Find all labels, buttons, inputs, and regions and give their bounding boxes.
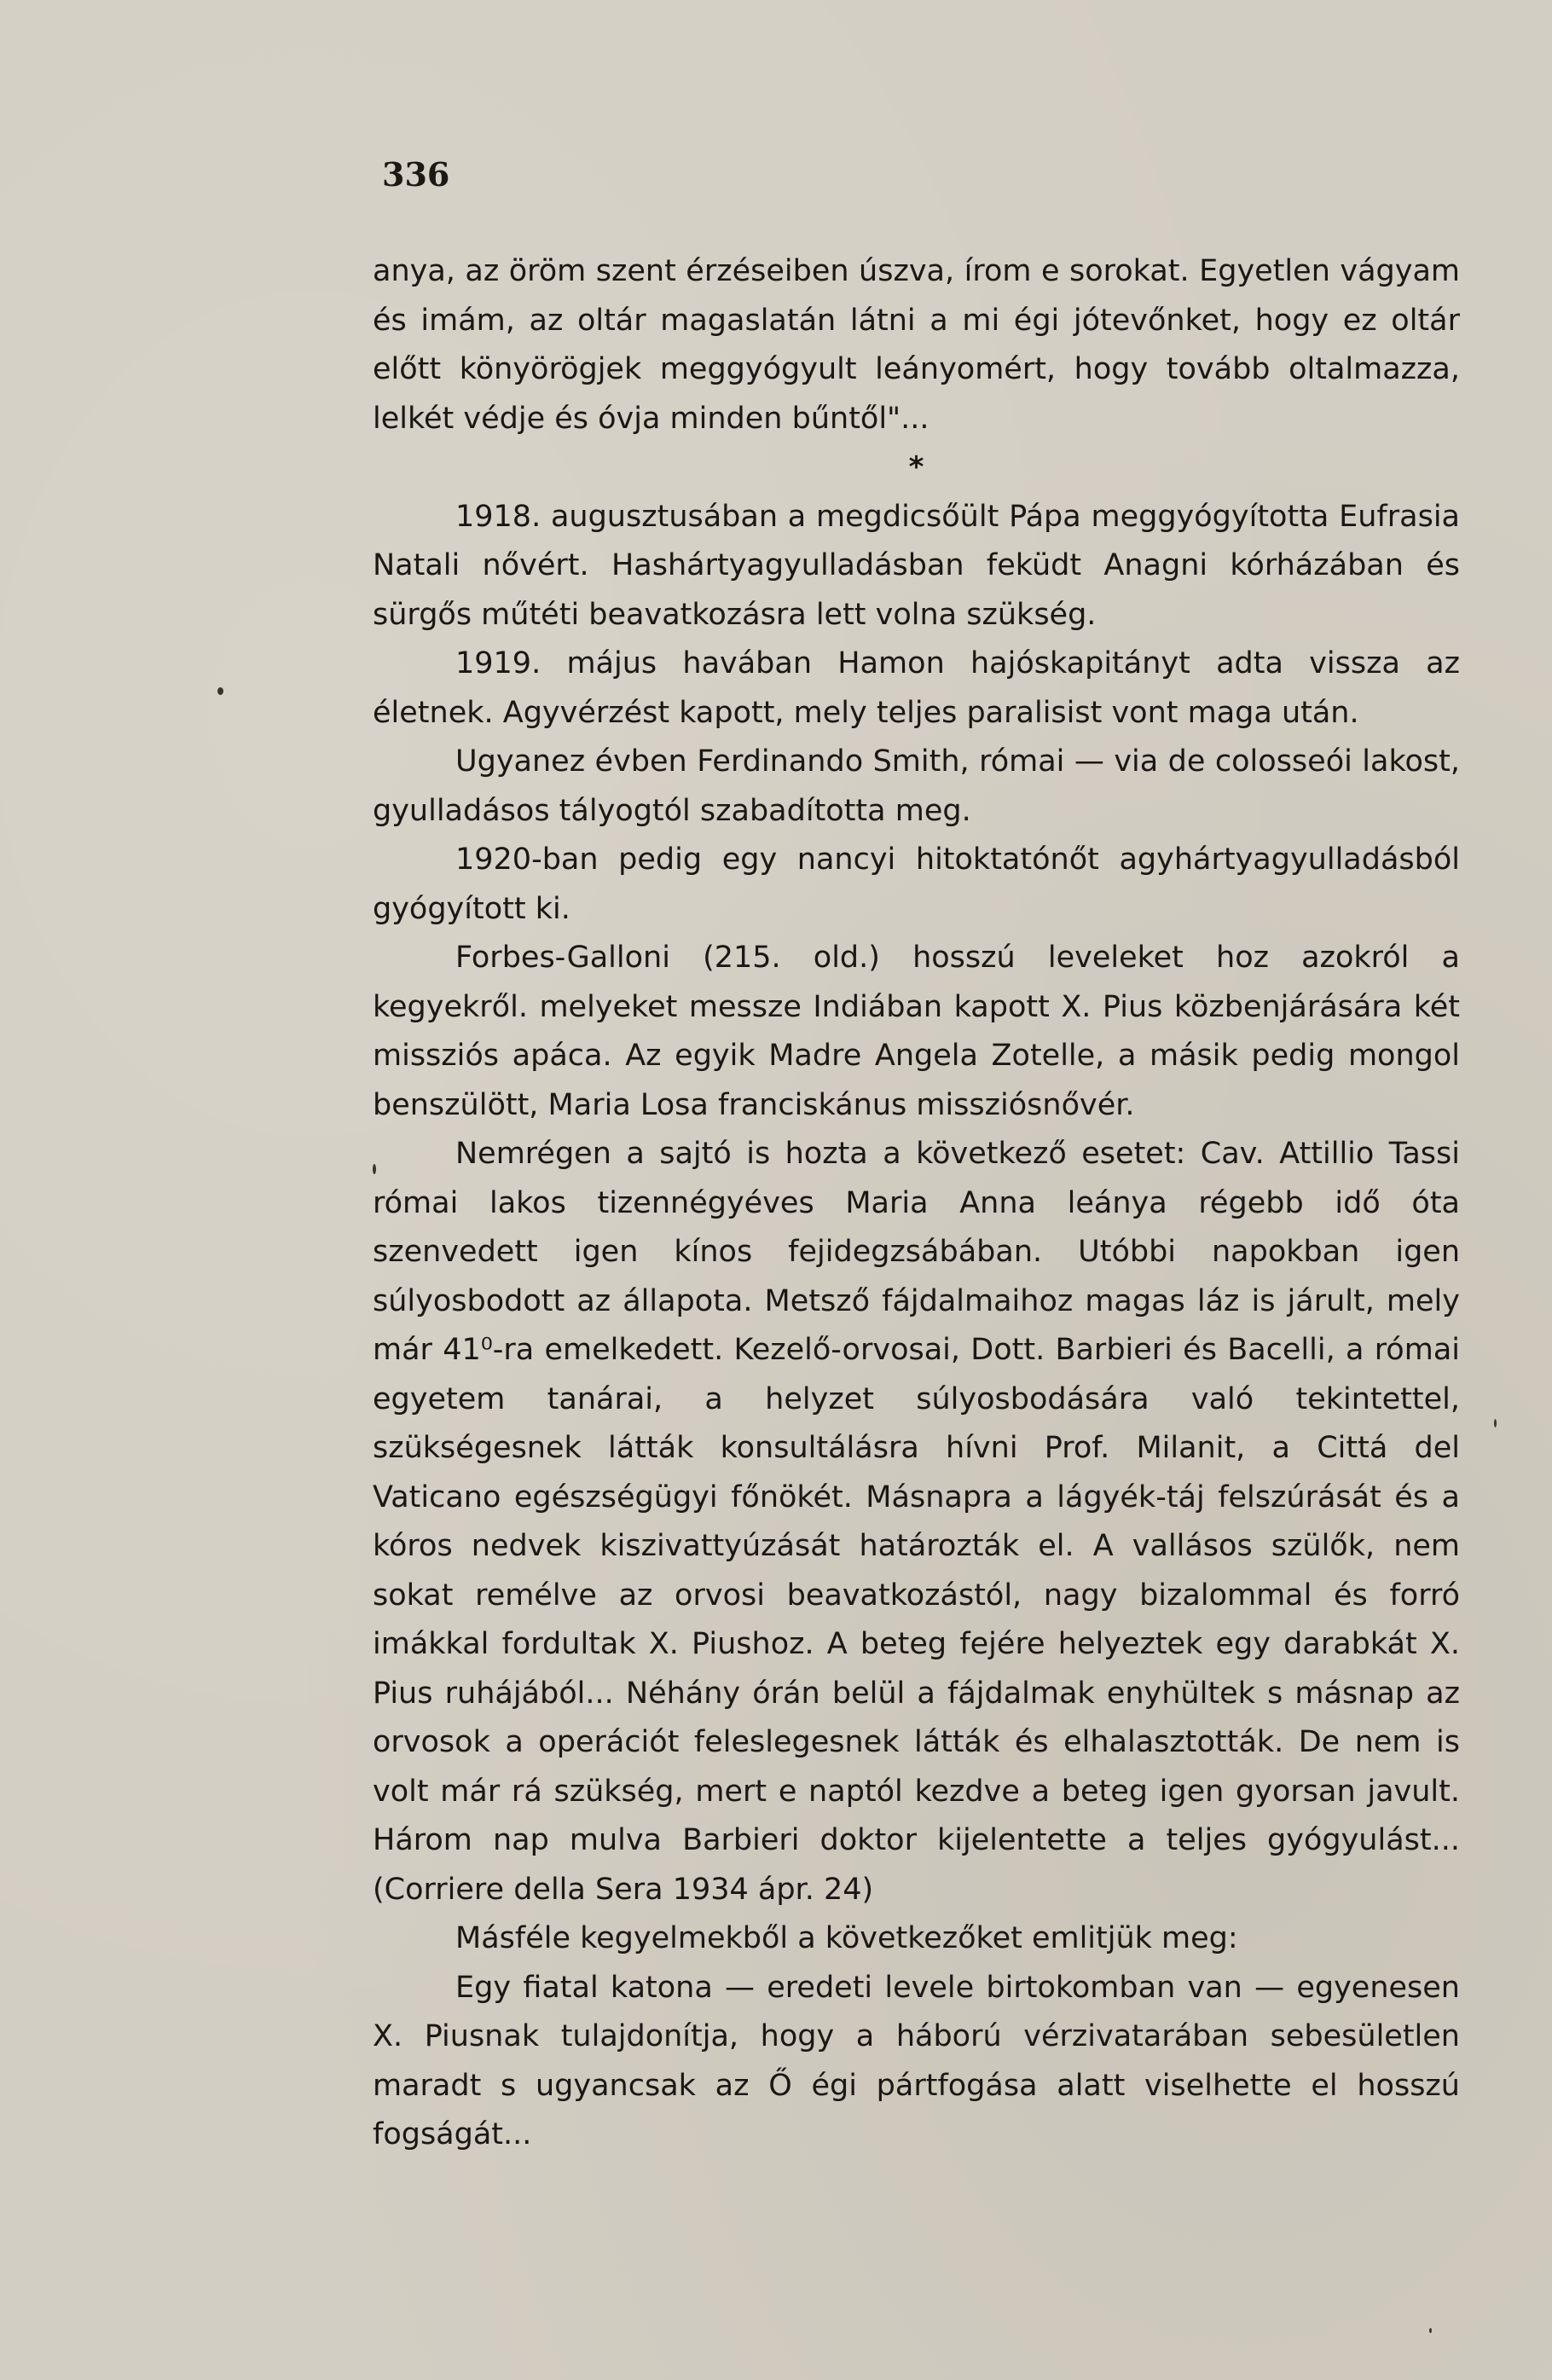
paragraph-3: 1919. május havában Hamon hajóskapitányt adta vissza az életnek. Agyvérzést kapott, mely teljes paralisist vont maga után.	[373, 646, 1460, 730]
paragraph-2: 1918. augusztusában a megdicsőült Pápa meggyógyította Eufrasia Natali nővért. Hashártyagyulladásban feküdt Anagni kórházában és sürgős műtéti beavatkozásra lett volna szükség.	[373, 499, 1460, 632]
print-speck	[1494, 1419, 1497, 1427]
paragraph-7: Nemrégen a sajtó is hozta a következő esetet: Cav. Attillio Tassi római lakos tizennégyéves Maria Anna leánya régebb idő óta szenvedett igen kínos fejidegzsábában. Utóbbi napokban igen súlyosbodott az állapota. Metsző fájdalmaihoz magas láz is járult, mely már 41⁰-ra emelkedett. Kezelő-orvosai, Dott. Barbieri és Bacelli, a római egyetem tanárai, a helyzet súlyosbodására való tekintettel, szükségesnek látták konsultálásra hívni Prof. Milanit, a Cittá del Vaticano egészségügyi főnökét. Másnapra a lágyék-táj felszúrását és a kóros nedvek kiszivattyúzását határozták el. A vallásos szülők, nem sokat remélve az orvosi beavatkozástól, nagy bizalommal és forró imákkal fordultak X. Piushoz. A beteg fejére helyeztek egy darabkát X. Pius ruhájából... Néhány órán belül a fájdalmak enyhültek s másnap az orvosok a operációt feleslegesnek látták és elhalasztották. De nem is volt már rá szükség, mert e naptól kezdve a beteg igen gyorsan javult. Három nap mulva Barbieri doktor kijelentette a teljes gyógyulást... (Corriere della Sera 1934 ápr. 24)	[373, 1137, 1460, 1907]
page-number: 336	[382, 155, 450, 194]
paragraph-6: Forbes-Galloni (215. old.) hosszú leveleket hoz azokról a kegyekről. melyeket messze Indiában kapott X. Pius közbenjárására két missziós apáca. Az egyik Madre Angela Zotelle, a másik pedig mongol benszülött, Maria Losa franciskánus missziósnővér.	[373, 941, 1460, 1122]
body-text	[373, 247, 1460, 2160]
print-speck	[217, 687, 223, 695]
print-speck	[373, 1164, 376, 1174]
paragraph-5: 1920-ban pedig egy nancyi hitoktatónőt agyhártyagyulladásból gyógyított ki.	[373, 843, 1460, 926]
paragraph-1: anya, az öröm szent érzéseiben úszva, írom e sorokat. Egyetlen vágyam és imám, az oltár magaslatán látni a mi égi jótevőnket, hogy ez oltár előtt könyörögjek meggyógyult leányomért, hogy tovább oltalmazza, lelkét védje és óvja minden bűntől"...	[373, 254, 1460, 436]
print-speck	[1429, 2328, 1432, 2333]
paragraph-4: Ugyanez évben Ferdinando Smith, római — via de colosseói lakost, gyulladásos tályogtól szabadította meg.	[373, 744, 1460, 828]
section-separator: *	[908, 450, 924, 484]
paragraph-8: Másféle kegyelmekből a következőket emlitjük meg:	[455, 1921, 1238, 1955]
paragraph-9: Egy fiatal katona — eredeti levele birtokomban van — egyenesen X. Piusnak tulajdonítja, hogy a háború vérzivatarában sebesületlen maradt s ugyancsak az Ő égi pártfogása alatt viselhette el hosszú fogságát...	[373, 1970, 1460, 2151]
